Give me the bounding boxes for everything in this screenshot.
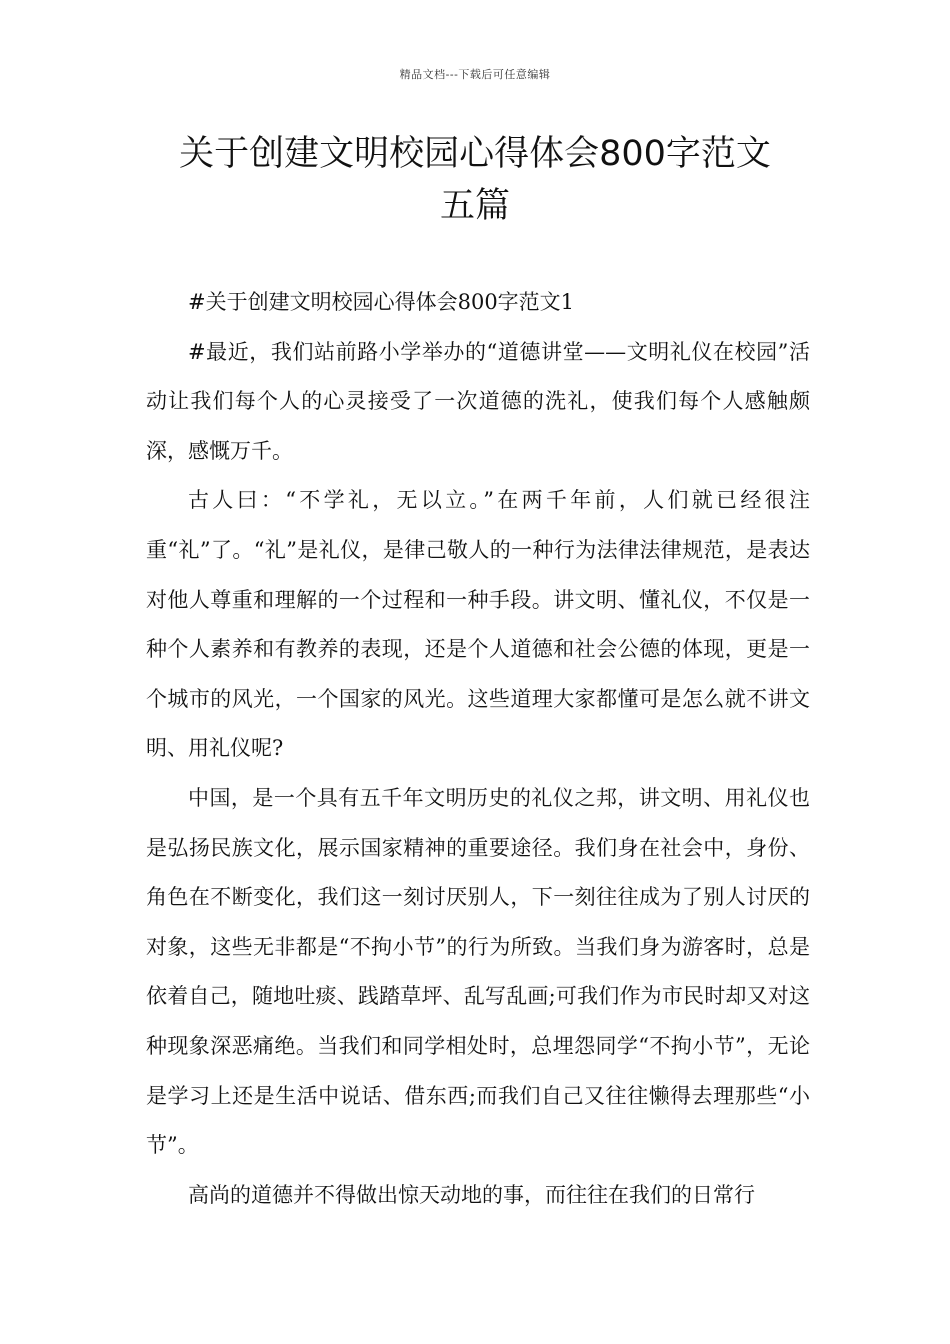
- section-heading: #关于创建文明校园心得体会800字范文1: [188, 290, 575, 314]
- document-body: [146, 278, 810, 1220]
- paragraph: 中国，是一个具有五千年文明历史的礼仪之邦，讲文明、用礼仪也是弘扬民族文化，展示国家精神的重要途径。我们身在社会中，身份、角色在不断变化，我们这一刻讨厌别人，下一刻往往成为了别人讨厌的对象，这些无非都是“不拘小节”的行为所致。当我们身为游客时，总是依着自己，随地吐痰、践踏草坪、乱写乱画;可我们作为市民时却又对这种现象深恶痛绝。当我们和同学相处时，总埋怨同学“不拘小节”，无论是学习上还是生活中说话、借东西;而我们自己又往往懒得去理那些“小节”。: [146, 785, 810, 1158]
- title-line-1: 关于创建文明校园心得体会800字范文: [179, 134, 771, 174]
- paragraph: 高尚的道德并不得做出惊天动地的事，而往往在我们的日常行: [188, 1182, 755, 1207]
- paragraph: #最近，我们站前路小学举办的“道德讲堂——文明礼仪在校园”活动让我们每个人的心灵接受了一次道德的洗礼，使我们每个人感触颇深，感慨万千。: [146, 339, 810, 463]
- document-title: [120, 128, 830, 232]
- paragraph: 古人曰：“不学礼，无以立。”在两千年前，人们就已经很注重“礼”了。“礼”是礼仪，是律己敬人的一种行为法律法律规范，是表达对他人尊重和理解的一个过程和一种手段。讲文明、懂礼仪，不仅是一种个人素养和有教养的表现，还是个人道德和社会公德的体现，更是一个城市的风光，一个国家的风光。这些道理大家都懂可是怎么就不讲文明、用礼仪呢?: [146, 488, 810, 761]
- header-note: 精品文档---下载后可任意编辑: [399, 68, 551, 81]
- title-line-2: 五篇: [439, 186, 510, 226]
